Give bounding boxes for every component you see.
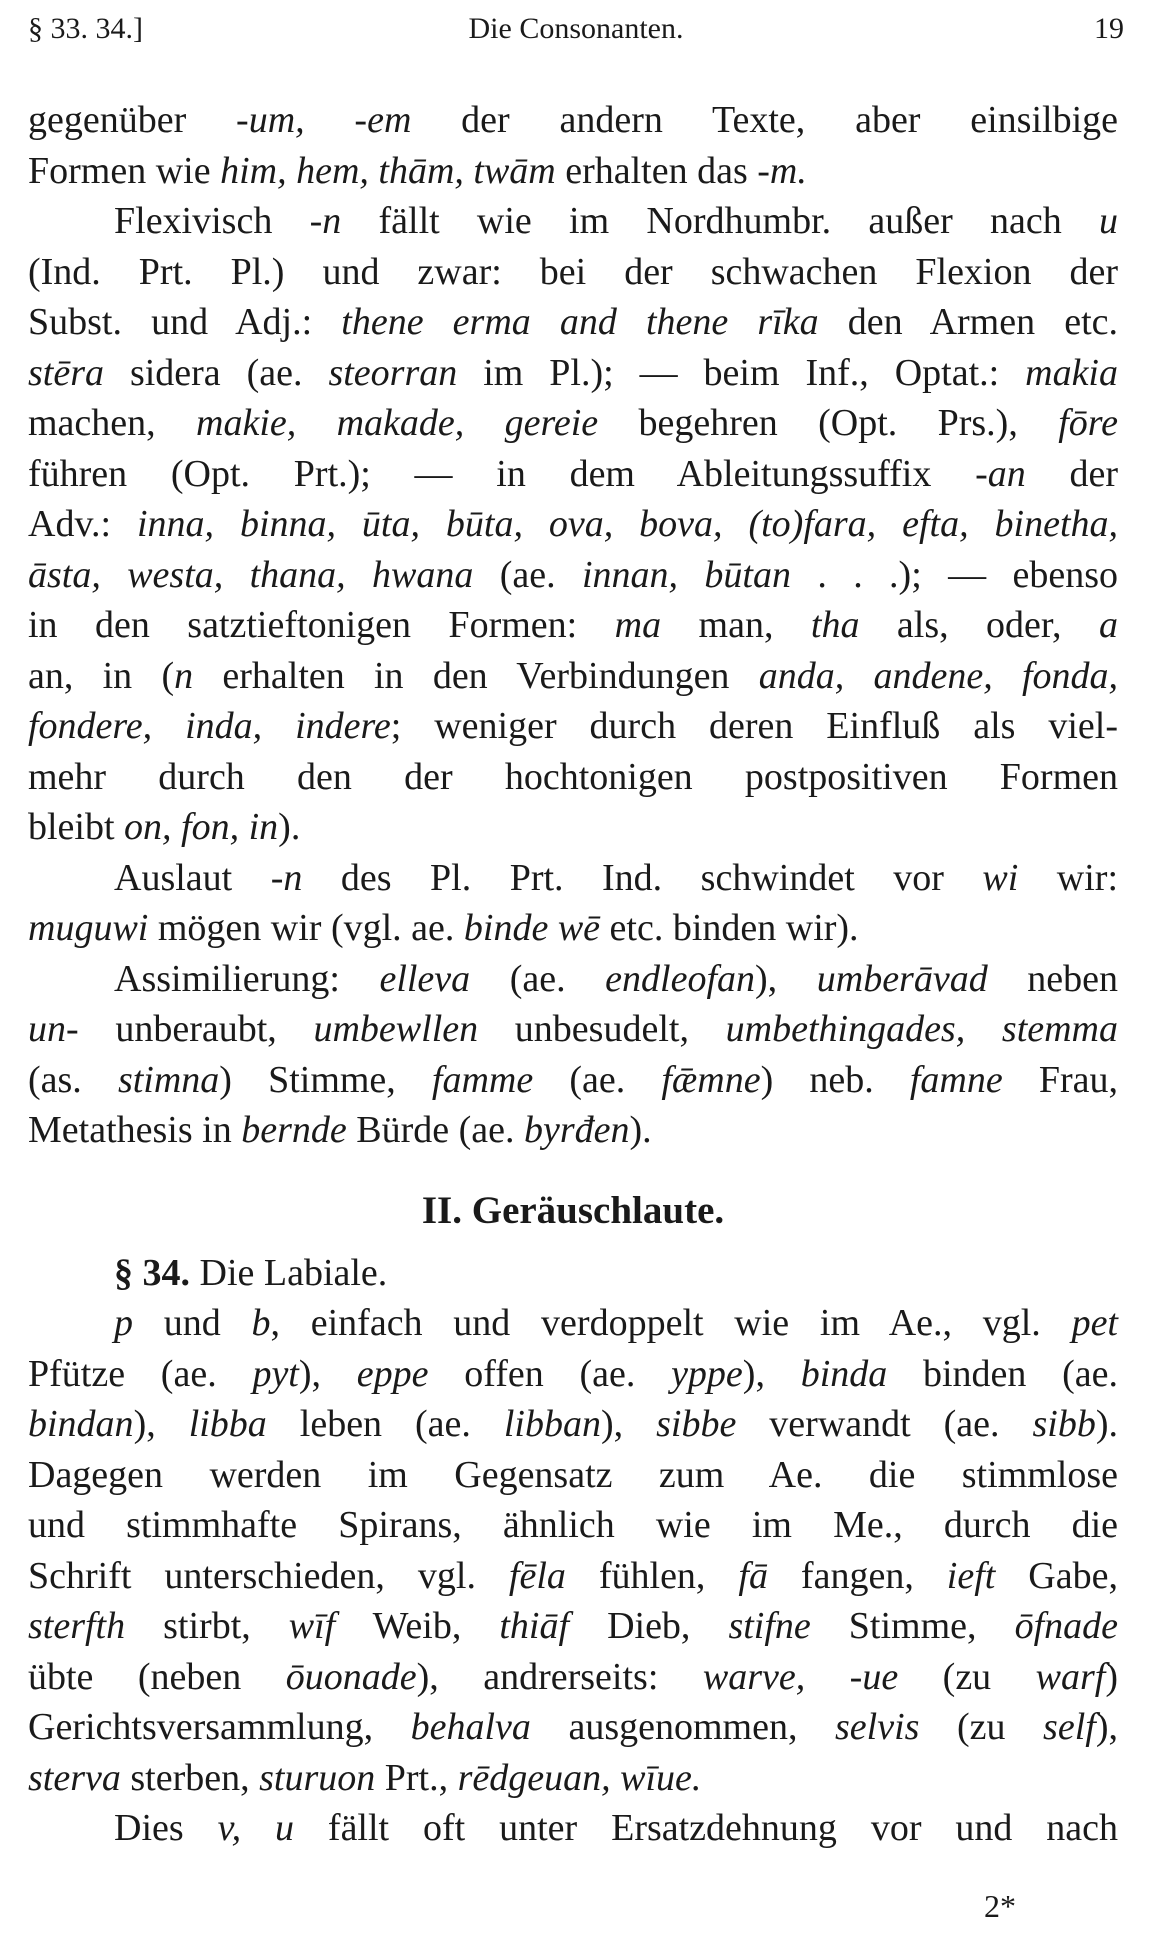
- italic-term: sturuon: [259, 1756, 376, 1799]
- text-run: stirbt,: [125, 1605, 289, 1647]
- text-run: ; weniger durch deren Einfluß als viel-: [390, 705, 1118, 747]
- text-line: [28, 1055, 1118, 1106]
- text-run: Formen wie: [28, 149, 221, 192]
- text-run: an, in (: [28, 654, 175, 697]
- italic-term: stēra: [28, 351, 104, 394]
- text-run: II. Geräuschlaute.: [421, 1188, 725, 1232]
- italic-term: fā: [738, 1554, 768, 1597]
- text-line: [28, 701, 1118, 752]
- text-run: ).: [629, 1109, 652, 1151]
- italic-term: n: [174, 654, 194, 697]
- text-run: erhalten in den Verbindungen: [193, 654, 759, 697]
- italic-term: eppe: [356, 1352, 429, 1395]
- italic-term: byrđen: [524, 1109, 630, 1151]
- text-line: [28, 1652, 1118, 1703]
- text-run: fühlen,: [565, 1554, 739, 1597]
- text-line: [28, 853, 1118, 904]
- text-run: Die Labiale.: [190, 1251, 388, 1294]
- text-run: . . .); — ebenso: [790, 553, 1119, 596]
- text-line: [28, 1803, 1118, 1854]
- text-run: den Armen etc.: [818, 301, 1118, 343]
- text-run: verwandt (ae.: [736, 1403, 1033, 1445]
- text-run: Gabe,: [995, 1554, 1118, 1597]
- text-run: Prt.,: [375, 1756, 458, 1799]
- section-heading: [28, 1186, 1118, 1236]
- text-line: [28, 398, 1118, 449]
- running-title: Die Consonanten.: [468, 12, 684, 45]
- italic-term: sterfth: [28, 1605, 126, 1647]
- text-run: ausgenommen,: [530, 1706, 835, 1748]
- text-run: Schrift unterschieden, vgl.: [28, 1554, 509, 1597]
- text-line: [28, 146, 1118, 197]
- italic-term: āsta, westa, thana, hwana: [28, 553, 474, 596]
- text-line: [28, 449, 1118, 500]
- italic-term: wīf: [288, 1605, 336, 1647]
- italic-term: ma: [614, 604, 662, 646]
- italic-term: warf: [1035, 1655, 1106, 1698]
- text-run: mögen wir (vgl. ae.: [148, 907, 464, 949]
- italic-term: thiāf: [499, 1605, 570, 1647]
- text-run: (zu: [919, 1706, 1044, 1748]
- italic-term: v, u: [217, 1807, 295, 1849]
- text-run: (Ind. Prt. Pl.) und zwar: bei der schwachen Flexion der: [28, 250, 1118, 293]
- italic-term: elleva: [379, 957, 471, 1000]
- text-run: als, oder,: [859, 604, 1099, 646]
- text-run: ),: [601, 1403, 657, 1445]
- text-run: man,: [661, 604, 811, 646]
- text-run: ),: [742, 1352, 801, 1395]
- text-run: etc. binden wir).: [600, 907, 859, 949]
- text-line: [28, 1004, 1118, 1055]
- italic-term: umbewllen: [313, 1008, 479, 1050]
- text-run: des Pl. Prt. Ind. schwindet vor: [302, 856, 983, 899]
- text-run: sterben,: [120, 1756, 260, 1799]
- italic-term: thene erma and thene rīka: [341, 301, 819, 343]
- italic-term: fōre: [1058, 402, 1118, 444]
- text-run: neben: [987, 957, 1119, 1000]
- italic-term: pyt: [252, 1352, 299, 1395]
- text-run: führen (Opt. Prt.); — in dem Ableitungssuffix: [28, 452, 976, 495]
- italic-term: steorran: [328, 351, 458, 394]
- text-run: unberaubt,: [78, 1008, 314, 1050]
- text-line: [28, 95, 1118, 146]
- text-line: [28, 297, 1118, 348]
- italic-term: u: [1099, 200, 1118, 242]
- text-line: [28, 1702, 1118, 1753]
- text-line: [28, 550, 1118, 601]
- italic-term: p: [114, 1302, 133, 1344]
- italic-term: innan, būtan: [582, 553, 791, 596]
- italic-term: umbethingades, stemma: [725, 1008, 1118, 1050]
- italic-term: on, fon, in: [124, 806, 279, 848]
- italic-term: libba: [188, 1403, 267, 1445]
- text-run: ),: [298, 1352, 357, 1395]
- text-line: [28, 903, 1118, 954]
- text-run: Metathesis in: [28, 1109, 242, 1151]
- signature-mark: 2*: [984, 1888, 1016, 1924]
- text-run: Assimilierung:: [114, 957, 380, 1000]
- italic-term: -n: [270, 856, 303, 899]
- text-run: offen (ae.: [428, 1352, 672, 1395]
- text-run: ),: [133, 1403, 189, 1445]
- italic-term: warve, -ue: [702, 1655, 899, 1698]
- text-run: mehr durch den der hochtonigen postpositiven Formen: [28, 755, 1118, 798]
- text-run: ),: [755, 957, 817, 1000]
- text-run: Dieb,: [569, 1605, 729, 1647]
- italic-term: endleofan: [605, 957, 756, 1000]
- italic-term: sibb: [1032, 1403, 1096, 1445]
- text-run: fangen,: [767, 1554, 947, 1597]
- text-line: [28, 600, 1118, 651]
- italic-term: fǣmne: [661, 1058, 761, 1101]
- text-run: ) Stimme,: [219, 1058, 432, 1101]
- italic-term: makie, makade, gereie: [196, 402, 599, 444]
- italic-term: -um, -em: [236, 99, 412, 141]
- text-line: [28, 1105, 1118, 1156]
- italic-term: rēdgeuan, wīue.: [457, 1756, 702, 1799]
- italic-term: -n: [309, 200, 342, 242]
- italic-term: stifne: [728, 1605, 811, 1647]
- italic-term: yppe: [671, 1352, 743, 1395]
- text-run: unbesudelt,: [478, 1008, 726, 1050]
- text-run: sidera (ae.: [104, 351, 329, 394]
- text-run: gegenüber: [28, 99, 237, 141]
- text-run: Subst. und Adj.:: [28, 301, 342, 343]
- text-line: [28, 954, 1118, 1005]
- italic-term: tha: [810, 604, 860, 646]
- text-run: machen,: [28, 402, 197, 444]
- italic-term: inna, binna, ūta, būta, ova, bova, (to)fara, efta, binetha,: [136, 503, 1118, 545]
- text-run: Dies: [114, 1807, 218, 1849]
- text-line: [28, 1399, 1118, 1450]
- page-number: 19: [1094, 12, 1124, 45]
- text-run: Weib,: [335, 1605, 500, 1647]
- italic-term: umberāvad: [816, 957, 988, 1000]
- text-run: (ae.: [473, 553, 582, 596]
- section-reference: § 33. 34.]: [28, 12, 143, 45]
- text-run: , einfach und verdoppelt wie im Ae., vgl.: [270, 1302, 1072, 1344]
- text-run: binden (ae.: [887, 1352, 1119, 1395]
- italic-term: ieft: [946, 1554, 996, 1597]
- text-run: der: [1025, 452, 1118, 495]
- text-run: ).: [1095, 1403, 1119, 1445]
- italic-term: fondere, inda, indere: [28, 705, 391, 747]
- text-run: und: [133, 1302, 252, 1344]
- italic-term: libban: [503, 1403, 601, 1445]
- text-run: Pfütze (ae.: [28, 1352, 253, 1395]
- text-run: fällt oft unter Ersatzdehnung vor und nach: [294, 1807, 1119, 1849]
- text-run: (ae.: [470, 957, 606, 1000]
- text-line: [28, 1753, 1118, 1804]
- text-line: [28, 196, 1118, 247]
- italic-term: sterva: [28, 1756, 121, 1799]
- italic-term: famme: [431, 1058, 534, 1101]
- italic-term: selvis: [835, 1706, 920, 1748]
- text-run: Adv.:: [28, 503, 137, 545]
- italic-term: a: [1099, 604, 1118, 646]
- text-line: [28, 1551, 1118, 1602]
- italic-term: -an: [975, 452, 1026, 495]
- text-run: ): [1105, 1655, 1119, 1698]
- text-line: [28, 348, 1118, 399]
- text-run: (as.: [28, 1058, 118, 1101]
- text-run: wir:: [1018, 856, 1119, 899]
- text-run: in den satztieftonigen Formen:: [28, 604, 615, 646]
- text-run: und stimmhafte Spirans, ähnlich wie im Me., durch die: [28, 1504, 1118, 1546]
- italic-term: him, hem, thām, twām: [220, 149, 556, 192]
- italic-term: sibbe: [656, 1403, 737, 1445]
- running-header: [28, 12, 1124, 56]
- italic-term: wi: [982, 856, 1019, 899]
- text-run: ),: [1095, 1706, 1118, 1748]
- italic-term: bernde: [241, 1109, 347, 1151]
- italic-term: stimna: [117, 1058, 220, 1101]
- text-line: [28, 1500, 1118, 1551]
- italic-term: behalva: [410, 1706, 531, 1748]
- text-run: Bürde (ae.: [346, 1109, 524, 1151]
- italic-term: b: [251, 1302, 271, 1344]
- text-run: bleibt: [28, 806, 125, 848]
- text-run: Dagegen werden im Gegensatz zum Ae. die stimmlose: [28, 1453, 1118, 1496]
- text-run: übte (neben: [28, 1655, 286, 1698]
- text-line: [28, 651, 1118, 702]
- text-run: der andern Texte, aber einsilbige: [411, 99, 1118, 141]
- italic-term: ōuonade: [285, 1655, 417, 1698]
- text-run: (zu: [898, 1655, 1036, 1698]
- text-run: Flexivisch: [114, 200, 310, 242]
- italic-term: fēla: [508, 1554, 566, 1597]
- text-run: im Pl.); — beim Inf., Optat.:: [457, 351, 1026, 394]
- italic-term: ōfnade: [1014, 1605, 1118, 1647]
- italic-term: makia: [1025, 351, 1118, 394]
- text-line: [28, 1450, 1118, 1501]
- italic-term: un-: [28, 1008, 79, 1050]
- text-run: ).: [278, 806, 301, 848]
- text-run: Gerichtsversammlung,: [28, 1706, 411, 1748]
- text-line: [28, 247, 1118, 298]
- text-run: ), andrerseits:: [416, 1655, 703, 1698]
- italic-term: self: [1043, 1706, 1096, 1748]
- text-line: [28, 1298, 1118, 1349]
- text-run: Frau,: [1002, 1058, 1118, 1101]
- text-line: [28, 802, 1118, 853]
- section-number: § 34.: [114, 1251, 190, 1294]
- text-run: leben (ae.: [266, 1403, 504, 1445]
- text-run: Stimme,: [810, 1605, 1015, 1647]
- text-run: ) neb.: [760, 1058, 910, 1101]
- heading-text: [422, 1189, 724, 1232]
- paragraph-title: [28, 1248, 1118, 1299]
- text-line: [28, 752, 1118, 803]
- text-run: erhalten das: [555, 149, 758, 192]
- text-line: [28, 1601, 1118, 1652]
- text-run: begehren (Opt. Prs.),: [598, 402, 1059, 444]
- italic-term: muguwi: [28, 907, 149, 949]
- italic-term: bindan: [28, 1403, 134, 1445]
- italic-term: famne: [909, 1058, 1003, 1101]
- italic-term: binde wē: [463, 907, 601, 949]
- text-run: fällt wie im Nordhumbr. außer nach: [341, 200, 1099, 242]
- text-run: Auslaut: [114, 856, 271, 899]
- text-run: (ae.: [533, 1058, 662, 1101]
- italic-term: -m.: [757, 149, 807, 192]
- italic-term: binda: [800, 1352, 888, 1395]
- text-line: [28, 1349, 1118, 1400]
- text-line: [28, 499, 1118, 550]
- italic-term: anda, andene, fonda,: [758, 654, 1119, 697]
- body-text: [28, 95, 1118, 1854]
- italic-term: pet: [1071, 1302, 1118, 1344]
